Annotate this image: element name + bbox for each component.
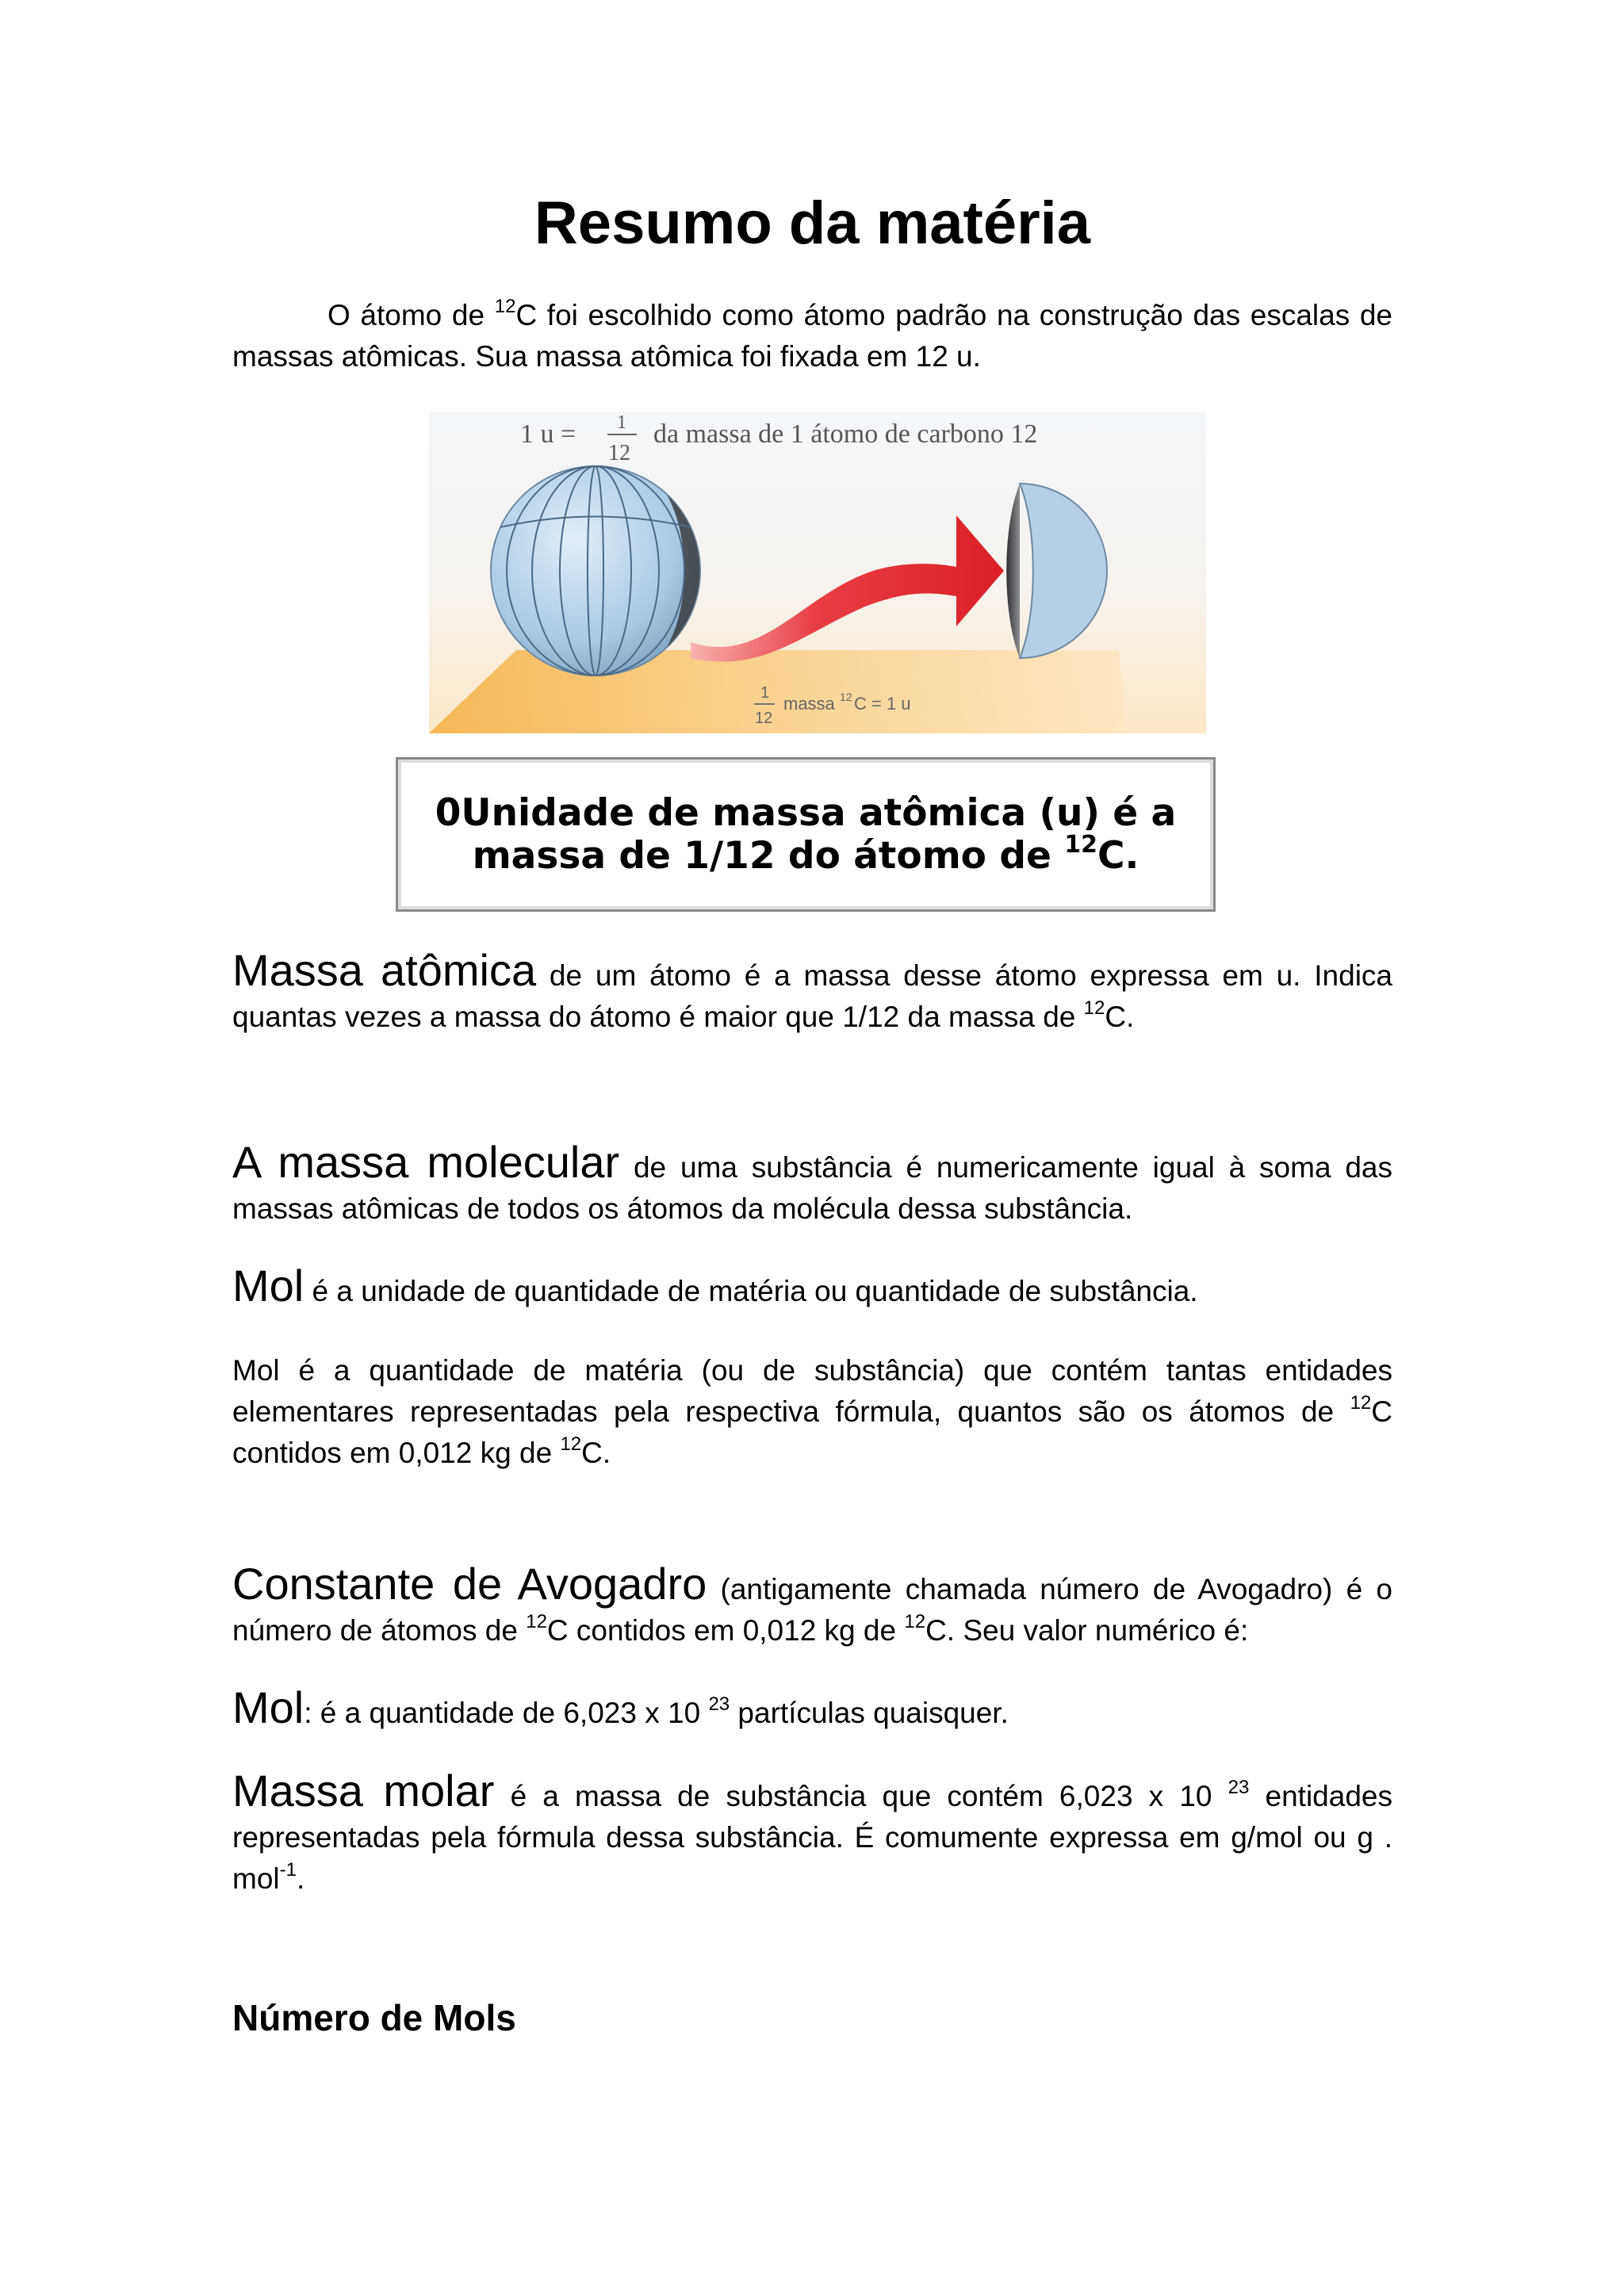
fraction-denominator: 12 [755,710,773,727]
term-avogadro: Constante de Avogadro [232,1559,707,1609]
term-mol-2: Mol [232,1682,304,1732]
massa-molar-paragraph: Massa molar é a massa de substância que contém 6,023 x 10 $^{23}$ entidades representadas pela fórmula dessa substância. É comumente expressa em g/mol ou g . mol$^{-1}$. [232,1766,1392,1895]
avogadro-paragraph: Constante de Avogadro (antigamente chamada número de Avogadro) é o número de átomos de $^{12}$C contidos em 0,012 kg de $^{12}$C. Seu valor numérico é: [232,1559,1392,1647]
page-title: Resumo da matéria [534,189,1091,257]
intro-paragraph: O átomo de $^{12}$C foi escolhido como átomo padrão na construção das escalas de massas atômicas. Sua massa atômica foi fixada em 12 u. [232,296,1393,373]
definition-box [396,757,1216,912]
formula-lhs: 1 u = [520,419,576,449]
bottom-mass-value: C = 1 u [854,694,911,714]
massa-atomica-paragraph: Massa atômica de um átomo é a massa desse átomo expressa em u. Indica quantas vezes a massa do átomo é maior que 1/12 da massa de $^{12}$C. [232,945,1392,1033]
mol-quantity-paragraph: Mol: é a quantidade de 6,023 x 10 $^{23}$ partículas quaisquer. [232,1682,1009,1732]
sphere-icon [491,466,700,675]
carbon-12-figure [429,412,1206,733]
term-massa-molecular: A massa molecular [232,1137,620,1187]
formula-denominator: 12 [608,441,630,465]
massa-molecular-paragraph: A massa molecular de uma substância é numericamente igual à soma das massas atômicas de todos os átomos da molécula dessa substância. [232,1137,1392,1225]
formula-rhs: da massa de 1 átomo de carbono 12 [653,419,1038,449]
section-heading-numero-mols: Número de Mols [232,1997,516,2038]
mol-definition-paragraph: Mol é a quantidade de matéria (ou de substância) que contém tantas entidades elementares representadas pela respectiva fórmula, quantos são os átomos de $^{12}$C contidos em 0,012 kg de $^{12}$C. [232,1354,1392,1469]
formula-numerator: 1 [617,412,626,433]
bottom-mass-label: massa [783,694,835,714]
definition-line-1: 0Unidade de massa atômica (u) é a [435,791,1177,835]
term-massa-molar: Massa molar [232,1766,495,1816]
term-massa-atomica: Massa atômica [232,945,537,995]
bottom-mass-sup: 12 [840,691,852,703]
mol-paragraph: Mol é a unidade de quantidade de matéria ou quantidade de substância. [232,1261,1198,1311]
fraction-numerator: 1 [760,684,770,702]
term-mol: Mol [232,1261,304,1311]
definition-line-2: massa de 1/12 do átomo de $^{12}$C. [472,831,1139,878]
